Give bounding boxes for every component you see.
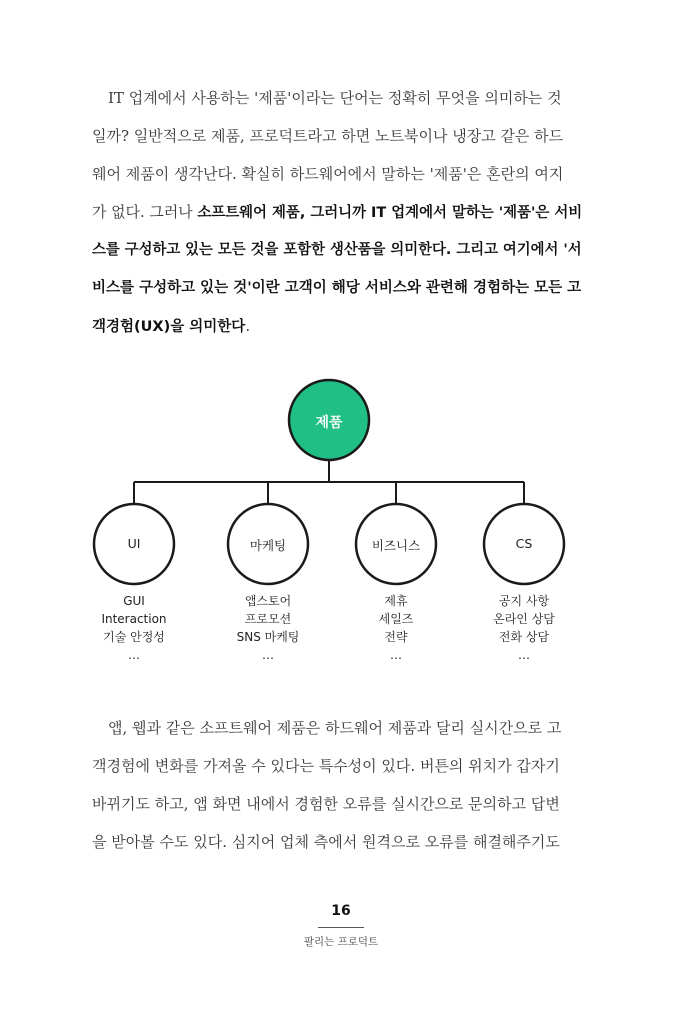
emphasis-line: 비스를 구성하고 있는 것'이란 고객이 해당 서비스와 관련해 경험하는 모든 고	[92, 280, 582, 296]
node-item: 기술 안정성	[103, 630, 165, 644]
node-item: 온라인 상담	[493, 612, 555, 626]
paragraph-line	[92, 202, 582, 223]
emphasis-line: 스를 구성하고 있는 모든 것을 포함한 생산품을 의미한다. 그리고 여기에서 '서	[92, 242, 582, 258]
book-title: 팔리는 프로덕트	[303, 936, 379, 948]
paragraph-line: IT 업계에서 사용하는 '제품'이라는 단어는 정확히 무엇을 의미하는 것	[108, 89, 562, 107]
node-item: …	[518, 648, 530, 662]
paragraph-line	[92, 316, 250, 337]
node-label-ui: UI	[127, 536, 141, 551]
node-item: …	[262, 648, 274, 662]
paragraph-line: 객경험에 변화를 가져올 수 있다는 특수성이 있다. 버튼의 위치가 갑자기	[92, 757, 560, 775]
paragraph-line: 웨어 제품이 생각난다. 확실히 하드웨어에서 말하는 '제품'은 혼란의 여지	[92, 165, 564, 183]
paragraph-text: 가 없다. 그러나	[92, 203, 198, 221]
page-number: 16	[331, 903, 351, 919]
node-item: GUI	[123, 594, 145, 608]
root-node-label: 제품	[315, 415, 343, 431]
paragraph-line: 일까? 일반적으로 제품, 프로덕트라고 하면 노트북이나 냉장고 같은 하드	[92, 127, 564, 145]
node-items-marketing	[208, 592, 328, 664]
node-items-business	[336, 592, 456, 664]
paragraph-text: .	[245, 317, 251, 335]
node-item: Interaction	[101, 612, 167, 626]
node-item: 전략	[384, 630, 408, 644]
node-items-cs	[464, 592, 584, 664]
node-items-ui	[74, 592, 194, 664]
paragraph-line: 을 받아볼 수도 있다. 심지어 업체 측에서 원격으로 오류를 해결해주기도	[92, 833, 560, 851]
node-label-cs: CS	[515, 536, 533, 551]
node-item: 전화 상담	[498, 630, 550, 644]
emphasis-text: 소프트웨어 제품, 그러니까 IT 업계에서 말하는 '제품'은 서비	[197, 205, 583, 221]
node-item: 세일즈	[378, 612, 414, 626]
node-item: 공지 사항	[498, 594, 550, 608]
node-item: …	[390, 648, 402, 662]
node-item: 제휴	[384, 594, 408, 608]
paragraph-line: 바뀌기도 하고, 앱 화면 내에서 경험한 오류를 실시간으로 문의하고 답변	[92, 795, 560, 813]
footer-divider	[318, 927, 364, 928]
product-diagram	[0, 370, 682, 670]
paragraph-line: 앱, 웹과 같은 소프트웨어 제품은 하드웨어 제품과 달리 실시간으로 고	[108, 719, 562, 737]
node-item: 앱스토어	[244, 594, 292, 608]
node-item: …	[128, 648, 140, 662]
node-label-marketing: 마케팅	[249, 538, 287, 553]
node-item: SNS 마케팅	[236, 630, 300, 644]
node-item: 프로모션	[244, 612, 292, 626]
emphasis-text: 객경험(UX)을 의미한다	[92, 319, 246, 335]
node-label-business: 비즈니스	[371, 538, 421, 553]
